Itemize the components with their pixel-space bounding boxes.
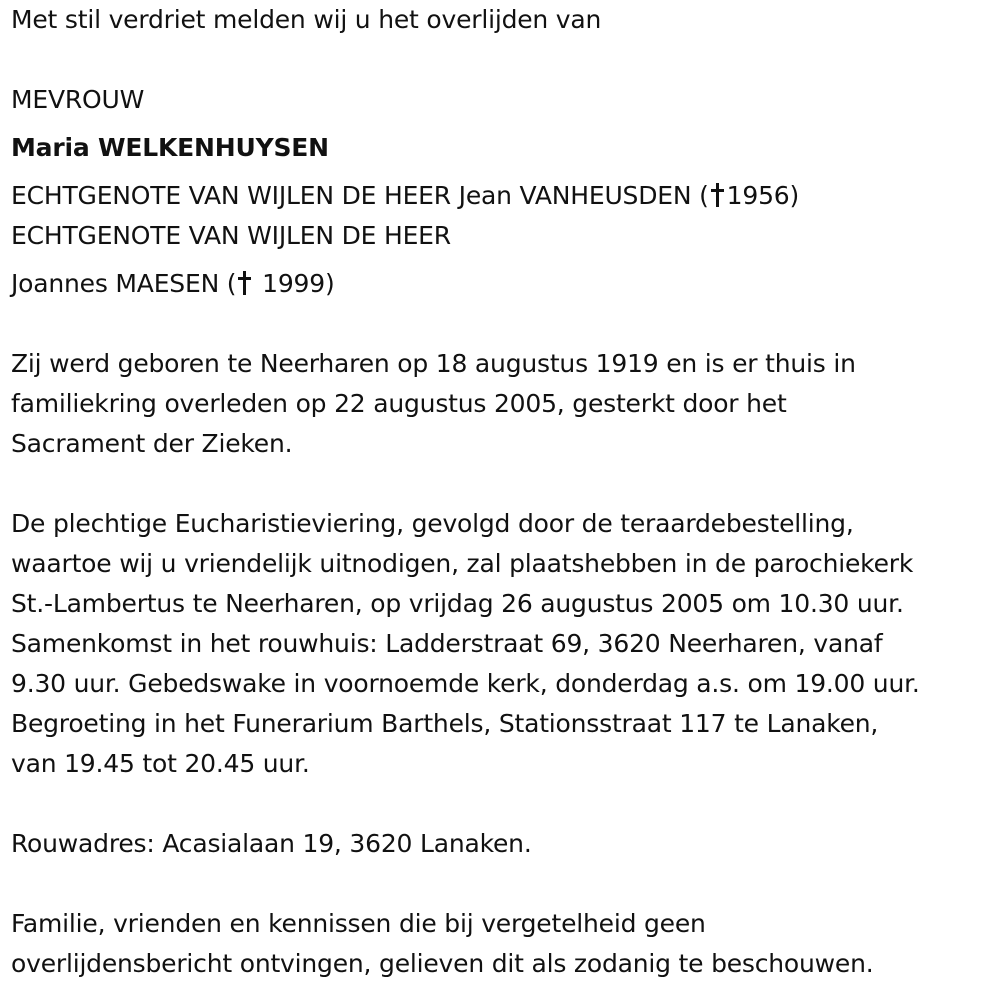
spacer xyxy=(11,464,996,504)
paragraph-line: Samenkomst in het rouwhuis: Ladderstraat 69, 3620 Neerharen, vanaf xyxy=(11,629,883,658)
birth-paragraph xyxy=(11,344,996,464)
paragraph-line: Familie, vrienden en kennissen die bij vergetelheid geen xyxy=(11,909,706,938)
paragraph-line: familiekring overleden op 22 augustus 2005, gesterkt door het xyxy=(11,389,787,418)
spouse2-death-year: 1999) xyxy=(254,269,335,298)
intro-text: Met stil verdriet melden wij u het overlijden van xyxy=(11,5,602,34)
deceased-title: MEVROUW xyxy=(11,85,145,114)
spacer xyxy=(11,784,996,824)
spouse1-text: ECHTGENOTE VAN WIJLEN DE HEER Jean VANHEUSDEN ( xyxy=(11,181,709,210)
obituary-document xyxy=(11,0,996,984)
cross-icon xyxy=(237,271,253,295)
spouse2-name: Joannes MAESEN ( xyxy=(11,269,237,298)
paragraph-line: De plechtige Eucharistieviering, gevolgd door de teraardebestelling, xyxy=(11,509,854,538)
cross-icon xyxy=(710,183,726,207)
spouse-line-2: ECHTGENOTE VAN WIJLEN DE HEER xyxy=(11,221,451,250)
spacer xyxy=(11,40,996,80)
spouse-line-1 xyxy=(11,176,996,216)
deceased-name: Maria WELKENHUYSEN xyxy=(11,133,329,162)
spouse1-death-year: 1956) xyxy=(726,181,800,210)
spacer xyxy=(11,864,996,904)
closing-paragraph xyxy=(11,904,996,984)
paragraph-line: van 19.45 tot 20.45 uur. xyxy=(11,749,310,778)
ceremony-paragraph xyxy=(11,504,996,784)
paragraph-line: Begroeting in het Funerarium Barthels, Stationsstraat 117 te Lanaken, xyxy=(11,709,879,738)
paragraph-line: Sacrament der Zieken. xyxy=(11,429,293,458)
paragraph-line: overlijdensbericht ontvingen, gelieven dit als zodanig te beschouwen. xyxy=(11,949,874,978)
paragraph-line: 9.30 uur. Gebedswake in voornoemde kerk, donderdag a.s. om 19.00 uur. xyxy=(11,669,920,698)
spouse-line-3 xyxy=(11,264,996,304)
paragraph-line: Zij werd geboren te Neerharen op 18 augustus 1919 en is er thuis in xyxy=(11,349,856,378)
paragraph-line: St.-Lambertus te Neerharen, op vrijdag 26 augustus 2005 om 10.30 uur. xyxy=(11,589,904,618)
spacer xyxy=(11,304,996,344)
mourning-address: Rouwadres: Acasialaan 19, 3620 Lanaken. xyxy=(11,829,532,858)
paragraph-line: waartoe wij u vriendelijk uitnodigen, zal plaatshebben in de parochiekerk xyxy=(11,549,914,578)
